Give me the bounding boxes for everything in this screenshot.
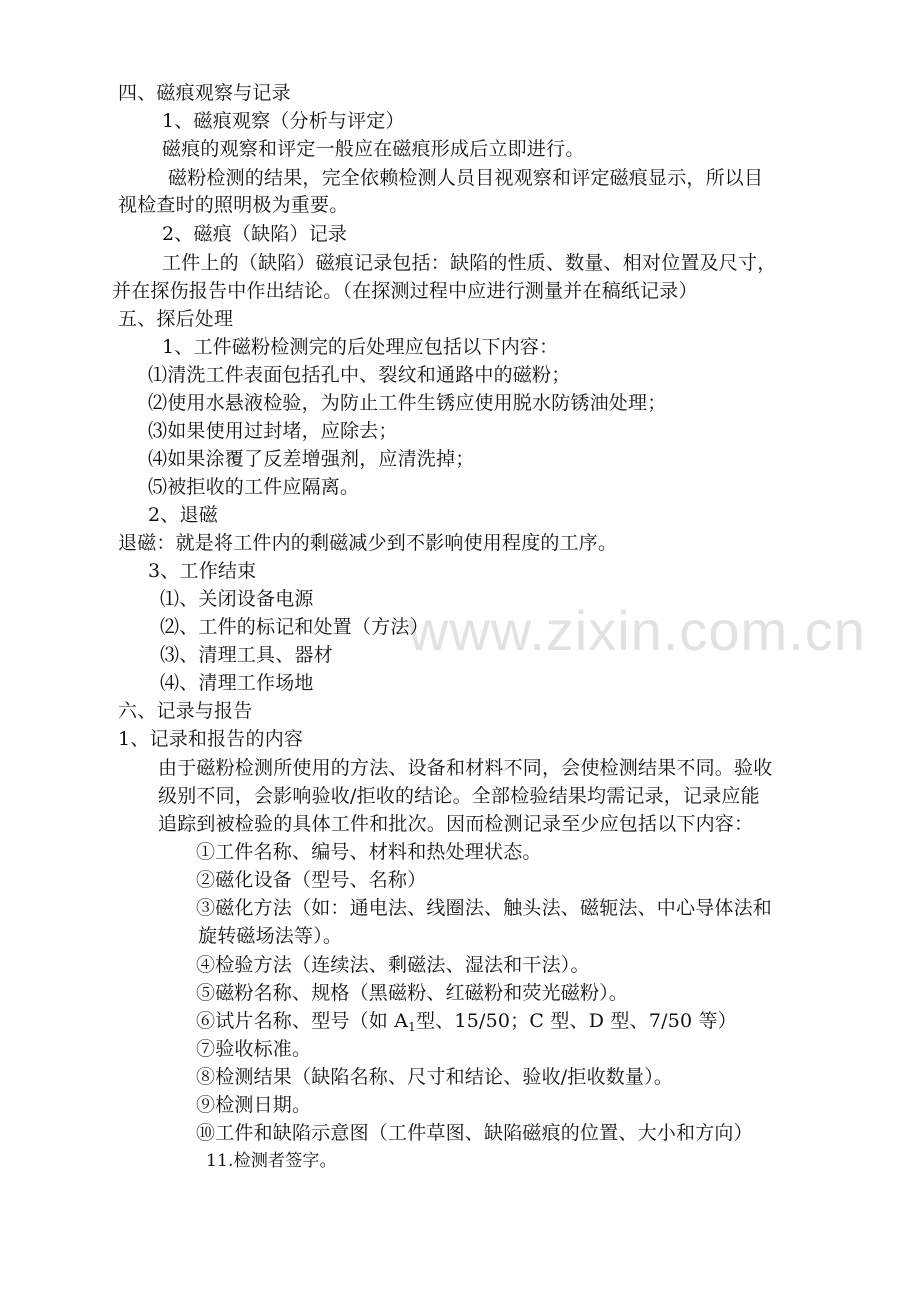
- list-item-text: 型、15/50；C 型、D 型、7/50 等）: [416, 1010, 737, 1032]
- list-item: ⑨检测日期。: [196, 1094, 312, 1116]
- list-item: ⑶如果使用过封堵，应除去；: [148, 420, 398, 442]
- subheading-observation: 1、磁痕观察（分析与评定）: [162, 110, 405, 132]
- list-item: 11.检测者签字。: [206, 1151, 337, 1171]
- list-item: ⑵、工件的标记和处置（方法）: [160, 616, 429, 638]
- list-item: ⑵使用水悬液检验，为防止工件生锈应使用脱水防锈油处理；: [148, 392, 667, 414]
- heading-section-5: 五、探后处理: [118, 308, 234, 330]
- watermark: www.zixin.com.cn: [408, 599, 866, 662]
- subheading-report-content: 1、记录和报告的内容: [118, 728, 304, 750]
- paragraph-line: 磁痕的观察和评定一般应在磁痕形成后立即进行。: [162, 138, 585, 160]
- list-item-text: ⑥试片名称、型号（如 A: [196, 1010, 409, 1032]
- subscript: 1: [408, 1020, 417, 1034]
- paragraph-line: 由于磁粉检测所使用的方法、设备和材料不同，会使检测结果不同。验收: [158, 757, 773, 779]
- list-item: ⑴清洗工件表面包括孔中、裂纹和通路中的磁粉；: [148, 364, 571, 386]
- heading-section-4: 四、磁痕观察与记录: [118, 82, 291, 104]
- paragraph-line: 并在探伤报告中作出结论。（在探测过程中应进行测量并在稿纸记录）: [112, 280, 698, 302]
- paragraph-line: 磁粉检测的结果，完全依赖检测人员目视观察和评定磁痕显示，所以目: [168, 167, 764, 189]
- heading-section-6: 六、记录与报告: [118, 700, 253, 722]
- list-item: ⑧检测结果（缺陷名称、尺寸和结论、验收/拒收数量）。: [196, 1066, 674, 1088]
- list-item: ⑸被拒收的工件应隔离。: [148, 476, 360, 498]
- subheading-demagnetization: 2、退磁: [148, 504, 218, 526]
- paragraph-line: 退磁：就是将工件内的剩磁减少到不影响使用程度的工序。: [118, 532, 618, 554]
- list-item: ⑴、关闭设备电源: [160, 588, 314, 610]
- list-item: ③磁化方法（如：通电法、线圈法、触头法、磁轭法、中心导体法和: [196, 897, 773, 919]
- subheading-record: 2、磁痕（缺陷）记录: [162, 223, 348, 245]
- list-item: ⑦验收标准。: [196, 1038, 312, 1060]
- subheading-work-end: 3、工作结束: [148, 560, 257, 582]
- subheading-post-processing: 1、工件磁粉检测完的后处理应包括以下内容：: [162, 336, 559, 358]
- list-item: ⑶、清理工具、器材: [160, 644, 333, 666]
- list-item: ⑷如果涂覆了反差增强剂，应清洗掉；: [148, 448, 475, 470]
- list-item: ②磁化设备（型号、名称）: [196, 869, 427, 891]
- paragraph-line: 工件上的（缺陷）磁痕记录包括：缺陷的性质、数量、相对位置及尺寸，: [162, 252, 777, 274]
- list-item: ⑩工件和缺陷示意图（工件草图、缺陷磁痕的位置、大小和方向）: [196, 1122, 753, 1144]
- list-item: ⑤磁粉名称、规格（黑磁粉、红磁粉和荧光磁粉）。: [196, 982, 629, 1004]
- paragraph-line: 追踪到被检验的具体工件和批次。因而检测记录至少应包括以下内容：: [158, 813, 754, 835]
- list-item-continuation: 旋转磁场法等）。: [198, 925, 343, 947]
- list-item: ①工件名称、编号、材料和热处理状态。: [196, 841, 542, 863]
- list-item: ④检验方法（连续法、剩磁法、湿法和干法）。: [196, 954, 590, 976]
- list-item: ⑷、清理工作场地: [160, 672, 314, 694]
- paragraph-line: 视检查时的照明极为重要。: [118, 194, 349, 216]
- paragraph-line: 级别不同，会影响验收/拒收的结论。全部检验结果均需记录，记录应能: [158, 785, 760, 807]
